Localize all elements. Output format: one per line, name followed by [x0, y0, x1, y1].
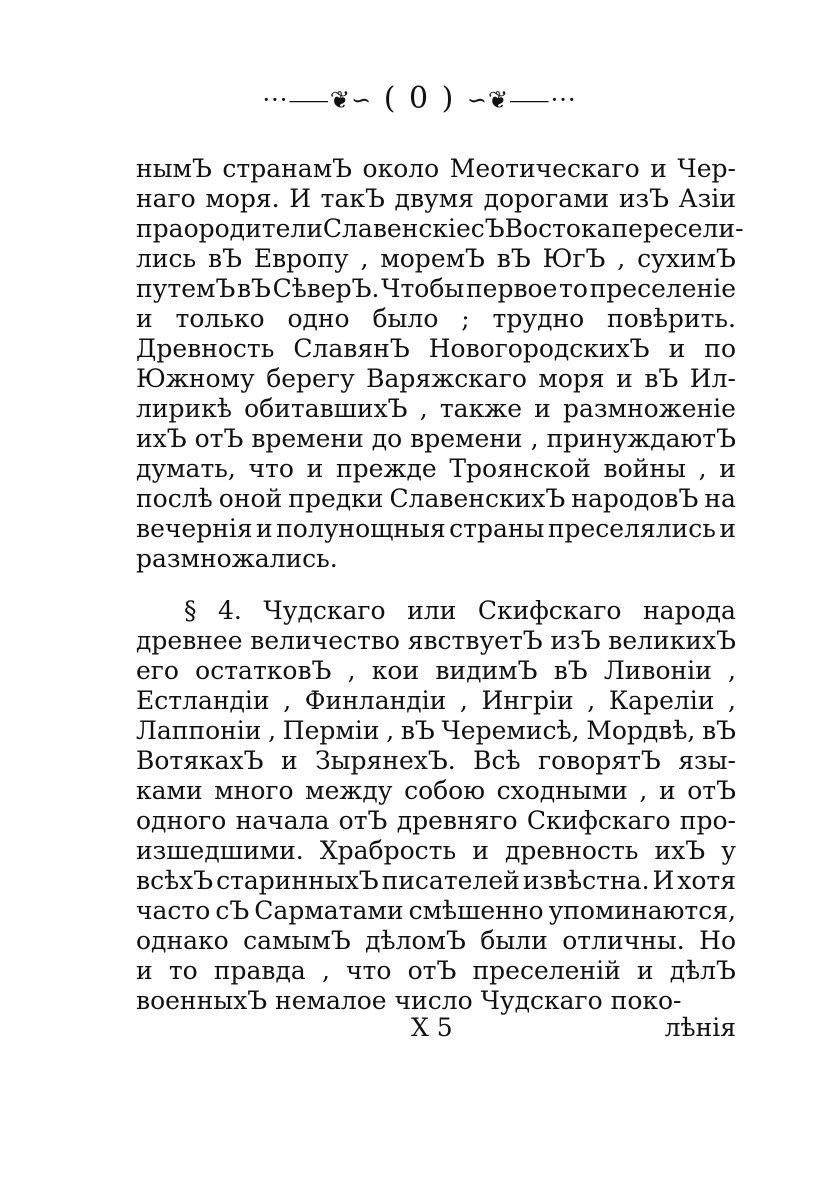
text-line [136, 514, 736, 544]
word: начала [235, 806, 330, 835]
word: лись [136, 244, 197, 273]
word: Лаппоніи [136, 716, 262, 745]
word: , [530, 424, 539, 453]
word: , [268, 716, 277, 745]
word: изЪ [550, 626, 601, 655]
word: моря [538, 364, 605, 393]
word: Чудскаго [263, 596, 386, 625]
word: Всѣ [473, 746, 521, 775]
word: , [347, 656, 356, 685]
left-ornament: ···⸺❦∽ [262, 86, 373, 114]
word: по [704, 334, 736, 363]
word: , [728, 656, 736, 685]
word: изЪ [618, 184, 670, 213]
word: сЪ [470, 214, 505, 243]
word: преселеній [472, 956, 621, 985]
word: до [371, 424, 403, 453]
word: про- [679, 806, 736, 835]
word: полунощныя [276, 514, 446, 543]
word: Троянской [449, 454, 591, 483]
word: времени [410, 424, 523, 453]
catchword: лѣнія [664, 1013, 736, 1042]
word: Кареліи [608, 686, 715, 715]
word: , [321, 956, 330, 985]
word: и [136, 956, 153, 985]
word: его [136, 656, 179, 685]
word: смѣшенно [408, 896, 544, 925]
word: то [168, 956, 198, 985]
word: прежде [336, 454, 437, 483]
word: отличны. [562, 926, 685, 955]
word: говорятЪ [538, 746, 661, 775]
text-line [136, 274, 736, 304]
word: вЪ [553, 656, 588, 685]
word: СлавенскихЪ [389, 484, 566, 513]
word: И [652, 866, 675, 895]
word: Славенскіе [322, 214, 471, 243]
word: ЮгЪ [542, 244, 606, 273]
page-number: ( 0 ) [383, 81, 456, 116]
word: ЗырянехЪ. [315, 746, 456, 775]
word: кои [371, 656, 420, 685]
word: были [480, 926, 548, 955]
text-line [136, 836, 736, 866]
word: § [184, 596, 197, 625]
text-line [136, 424, 736, 454]
word: то [559, 274, 588, 303]
word: Варяжскаго [366, 364, 527, 393]
word: берегу [266, 364, 355, 393]
text-line [136, 184, 736, 214]
word: , [419, 394, 428, 423]
word: было [372, 304, 439, 333]
word: одно [287, 304, 350, 333]
word: на [704, 484, 736, 513]
word: около [362, 154, 440, 183]
word: Азіи [678, 184, 736, 213]
word: сЪ [215, 896, 250, 925]
text-line [136, 746, 736, 776]
word: , [360, 244, 369, 273]
word: нымЪ [136, 154, 212, 183]
text-line [136, 244, 736, 274]
word: первое [465, 274, 558, 303]
word: Востока [504, 214, 612, 243]
text-line [136, 896, 736, 926]
word: преселялись [547, 514, 716, 543]
word: у [721, 836, 736, 865]
text-line: размножались. [136, 544, 338, 573]
word: дѣлЪ [669, 956, 736, 985]
word: древняго [396, 806, 518, 835]
word: народовЪ [571, 484, 699, 513]
word: видимЪ [435, 656, 538, 685]
paragraph-2 [136, 596, 736, 1016]
word: обитавшихЪ [244, 394, 408, 423]
word: времени [251, 424, 364, 453]
text-line [136, 394, 736, 424]
text-line [136, 956, 736, 986]
word: или [407, 596, 457, 625]
word: вЪ [702, 716, 736, 745]
word: и [472, 836, 489, 865]
page-header [0, 80, 839, 116]
word: сухимЪ [637, 244, 736, 273]
word: отЪ [194, 424, 244, 453]
word: также [439, 394, 522, 423]
word: старинныхЪ [216, 866, 379, 895]
word: Естландіи [136, 686, 270, 715]
text-line: военныхЪ немалое число Чудскаго поко- [136, 986, 682, 1015]
word: язы- [678, 746, 736, 775]
word: , [283, 686, 292, 715]
word: предки [288, 484, 384, 513]
word: , [639, 776, 648, 805]
text-line [136, 926, 736, 956]
word: древнее [136, 626, 243, 655]
word: вЪ [400, 716, 435, 745]
text-line [136, 454, 736, 484]
word: и [719, 514, 736, 543]
word: отЪ [687, 776, 736, 805]
word: и [136, 304, 153, 333]
word: изшедшими. [136, 836, 304, 865]
word: однако [136, 926, 229, 955]
text-line [136, 776, 736, 806]
page-footer [136, 1010, 736, 1046]
word: хотя [677, 866, 736, 895]
word: писателей [381, 866, 520, 895]
word: преселеніе [589, 274, 736, 303]
word: 4. [218, 596, 242, 625]
word: остатковЪ [195, 656, 332, 685]
word: Чер- [677, 154, 736, 183]
word: вечернія [136, 514, 253, 543]
word: моря. [205, 184, 280, 213]
text-line [136, 596, 736, 626]
word: ; [461, 304, 470, 333]
word: Древность [136, 334, 275, 363]
word: , [728, 686, 736, 715]
word: НовогородскихЪ [428, 334, 650, 363]
word: Чтобы [381, 274, 465, 303]
text-line [136, 334, 736, 364]
word: и [616, 364, 633, 393]
word: оной [218, 484, 283, 513]
word: и [668, 334, 686, 363]
word: , [386, 716, 395, 745]
signature-mark: X 5 [411, 1013, 453, 1042]
text-line [136, 806, 736, 836]
word: Южному [136, 364, 255, 393]
word: , [587, 686, 596, 715]
word: и [650, 154, 667, 183]
word: и [306, 454, 324, 483]
word: что [248, 454, 294, 483]
word: и [658, 776, 676, 805]
word: и [256, 514, 273, 543]
word: вЪ [644, 364, 679, 393]
word: дорогами [483, 184, 610, 213]
word: всѣхЪ [136, 866, 214, 895]
word: отЪ [338, 806, 388, 835]
text-line [136, 716, 736, 746]
word: Финландіи [304, 686, 447, 715]
right-ornament: ∽❦⸺··· [466, 86, 577, 114]
paragraph-1 [136, 154, 744, 574]
word: между [305, 776, 393, 805]
word: Ил- [689, 364, 736, 393]
word: странамЪ [222, 154, 353, 183]
word: Скифскаго [526, 806, 671, 835]
word: упоминаются, [548, 896, 736, 925]
word: войны [603, 454, 686, 483]
word: ками [136, 776, 203, 805]
text-line [136, 364, 736, 394]
word: лирикѣ [136, 394, 232, 423]
word: размноженіе [563, 394, 736, 423]
word: Храбрость [319, 836, 457, 865]
word: вЪ [208, 244, 242, 273]
text-line [136, 214, 744, 244]
word: Ингріи [481, 686, 574, 715]
word: извѣстна. [522, 866, 650, 895]
word: послѣ [136, 484, 213, 513]
text-line [136, 304, 736, 334]
word: ихЪ [136, 424, 187, 453]
word: СѣверЪ. [272, 274, 380, 303]
word: явствуетЪ [407, 626, 543, 655]
word: и [636, 956, 654, 985]
text-line [136, 686, 736, 716]
word: , [698, 454, 707, 483]
word: часто [136, 896, 211, 925]
word: самымЪ [243, 926, 351, 955]
word: собою [404, 776, 485, 805]
word: одного [136, 806, 227, 835]
word: величество [250, 626, 400, 655]
word: Перміи [282, 716, 380, 745]
word: и [534, 394, 551, 423]
word: наго [136, 184, 196, 213]
text-line [136, 154, 736, 184]
word: моремЪ [380, 244, 485, 273]
word: , [459, 686, 468, 715]
word: Меотическаго [449, 154, 640, 183]
word: И [289, 184, 312, 213]
word: повѣрить. [607, 304, 736, 333]
word: дѣломЪ [365, 926, 466, 955]
word: и [280, 746, 298, 775]
text-line [136, 656, 736, 686]
word: народа [643, 596, 736, 625]
word: принуждаютЪ [546, 424, 736, 453]
word: Ливоніи [603, 656, 712, 685]
text-line [136, 484, 736, 514]
word: сходными [496, 776, 628, 805]
word: Мордвѣ, [586, 716, 696, 745]
word: великихЪ [608, 626, 736, 655]
word: вЪ [236, 274, 271, 303]
word: думать, [136, 454, 236, 483]
word: путемЪ [136, 274, 236, 303]
word: Но [699, 926, 736, 955]
word: что [346, 956, 392, 985]
word: страны [449, 514, 545, 543]
word: Сарматами [254, 896, 404, 925]
word: правда [213, 956, 306, 985]
word: , [617, 244, 626, 273]
word: только [175, 304, 265, 333]
word: пересели- [611, 214, 744, 243]
word: Европу [253, 244, 349, 273]
word: СлавянЪ [293, 334, 410, 363]
word: много [214, 776, 294, 805]
text-line [136, 866, 736, 896]
word: двумя [394, 184, 474, 213]
word: Черемисѣ, [441, 716, 580, 745]
word: древность [504, 836, 639, 865]
word: такЪ [320, 184, 385, 213]
word: трудно [492, 304, 585, 333]
word: вЪ [496, 244, 531, 273]
word: ВотякахЪ [136, 746, 264, 775]
word: Скифскаго [477, 596, 622, 625]
text-line [136, 626, 736, 656]
word: и [719, 454, 736, 483]
word: ихЪ [654, 836, 706, 865]
word: праородители [136, 214, 323, 243]
word: отЪ [407, 956, 457, 985]
